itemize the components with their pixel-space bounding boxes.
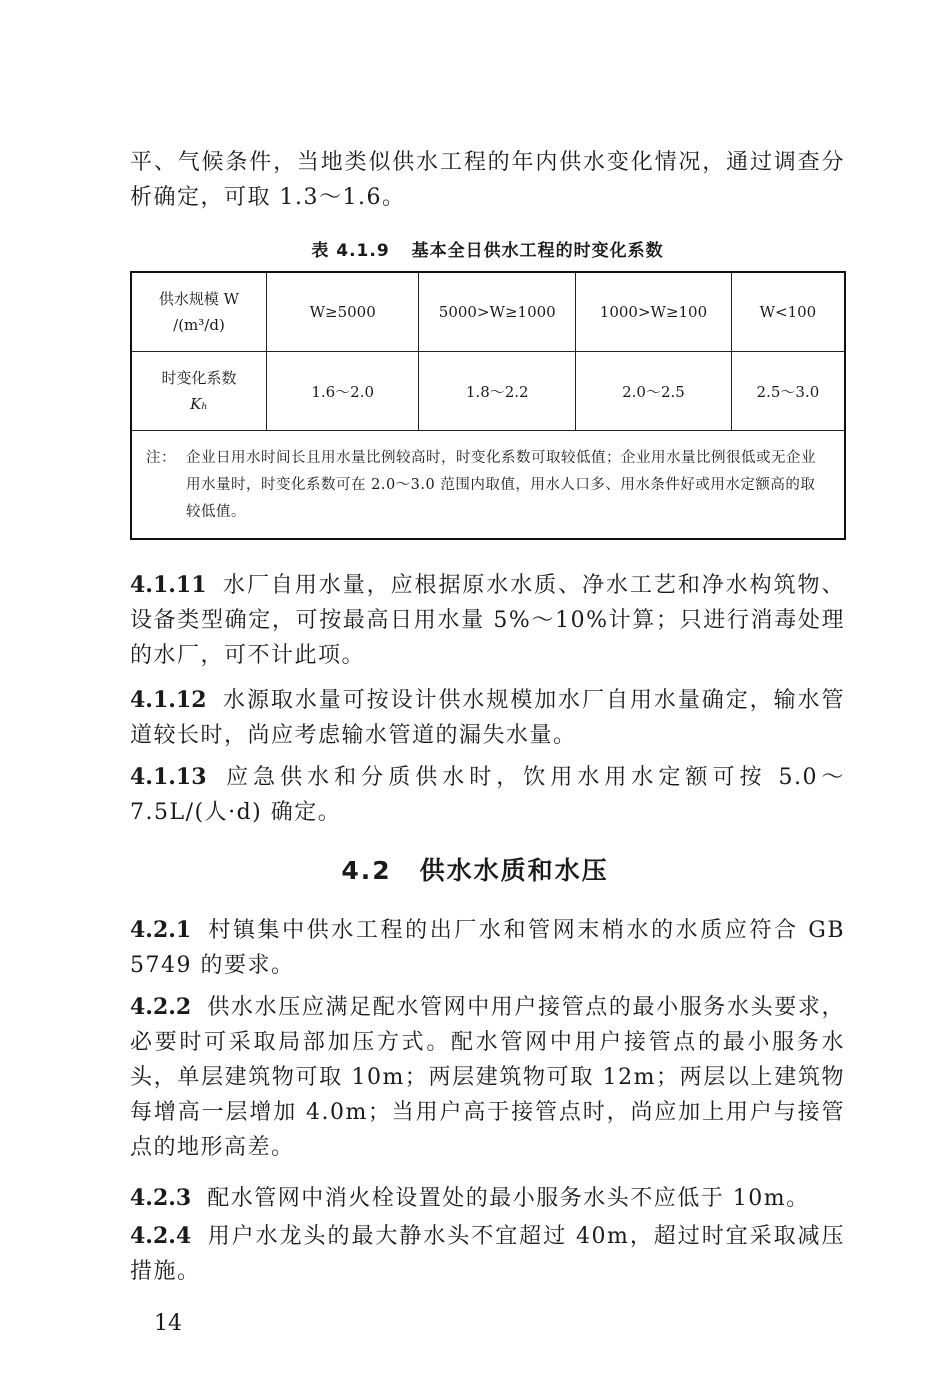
row-label-line1: 时变化系数: [161, 369, 237, 387]
table-note-row: [131, 431, 845, 540]
section-heading: [0, 851, 950, 887]
clause-number: 4.2.1: [130, 917, 192, 943]
clause-4-1-12: [130, 683, 845, 753]
table-caption: [130, 236, 845, 261]
table-row: [131, 352, 845, 431]
header-label-line2: /(m³/d): [173, 316, 225, 334]
clause-text: 村镇集中供水工程的出厂水和管网末梢水的水质应符合 GB 5749 的要求。: [130, 918, 845, 978]
note-text: 企业日用水时间长且用水量比例较高时，时变化系数可取较低值；企业用水量比例很低或无企业用水量时，时变化系数可在 2.0～3.0 范围内取值，用水人口多、用水条件好或用水定额高的取较低值。: [186, 450, 816, 520]
clause-text: 水厂自用水量，应根据原水水质、净水工艺和净水构筑物、设备类型确定，可按最高日用水量 5%～10%计算；只进行消毒处理的水厂，可不计此项。: [130, 573, 845, 668]
header-label-line1: 供水规模 W: [158, 290, 240, 308]
clause-text: 配水管网中消火栓设置处的最小服务水头不应低于 10m。: [207, 1186, 810, 1211]
clause-4-2-4: [130, 1219, 845, 1289]
clause-4-1-13: [130, 760, 845, 830]
coefficient-table: [130, 271, 846, 540]
header-cell: W<100: [731, 272, 845, 352]
section-title: 供水水质和水压: [419, 856, 609, 885]
page-number: 14: [154, 1311, 182, 1336]
value-cell: 2.0～2.5: [576, 352, 732, 431]
clause-number: 4.1.12: [130, 687, 207, 713]
section-number: 4.2: [341, 856, 392, 885]
table-caption-title: 基本全日供水工程的时变化系数: [411, 241, 664, 261]
intro-text: 平、气候条件，当地类似供水工程的年内供水变化情况，通过调查分析确定，可取 1.3～1.6。: [130, 150, 845, 210]
clause-number: 4.1.13: [130, 764, 207, 790]
clause-4-2-3: [130, 1181, 845, 1216]
row-label-cell: [131, 352, 266, 431]
clause-text: 应急供水和分质供水时，饮用水用水定额可按 5.0～7.5L/(人·d) 确定。: [130, 765, 845, 825]
clause-text: 供水水压应满足配水管网中用户接管点的最小服务水头要求，必要时可采取局部加压方式。配水管网中用户接管点的最小服务水头，单层建筑物可取 10m；两层建筑物可取 12m；两层以上建筑物每增高一层增加 4.0m；当用户高于接管点时，尚应加上用户与接管点的地形高差。: [130, 995, 845, 1160]
table-note-cell: [131, 431, 845, 540]
clause-text: 水源取水量可按设计供水规模加水厂自用水量确定，输水管道较长时，尚应考虑输水管道的漏失水量。: [130, 688, 845, 748]
clause-number: 4.1.11: [130, 572, 207, 598]
header-cell: 1000>W≥100: [576, 272, 732, 352]
header-cell: W≥5000: [266, 272, 418, 352]
header-cell: 5000>W≥1000: [419, 272, 576, 352]
value-cell: 1.8～2.2: [419, 352, 576, 431]
clause-text: 用户水龙头的最大静水头不宜超过 40m，超过时宜采取减压措施。: [130, 1224, 845, 1284]
value-cell: 1.6～2.0: [266, 352, 418, 431]
clause-4-1-11: [130, 568, 845, 673]
note-label: 注：: [146, 450, 176, 466]
clause-number: 4.2.3: [130, 1185, 192, 1211]
table-header-row: [131, 272, 845, 352]
intro-paragraph: [130, 145, 845, 215]
row-label-line2: Kₕ: [190, 395, 208, 413]
table-caption-number: 表 4.1.9: [311, 241, 390, 261]
header-label-cell: [131, 272, 266, 352]
value-cell: 2.5～3.0: [731, 352, 845, 431]
clause-number: 4.2.4: [130, 1223, 192, 1249]
clause-number: 4.2.2: [130, 994, 192, 1020]
clause-4-2-2: [130, 990, 845, 1165]
clause-4-2-1: [130, 913, 845, 983]
